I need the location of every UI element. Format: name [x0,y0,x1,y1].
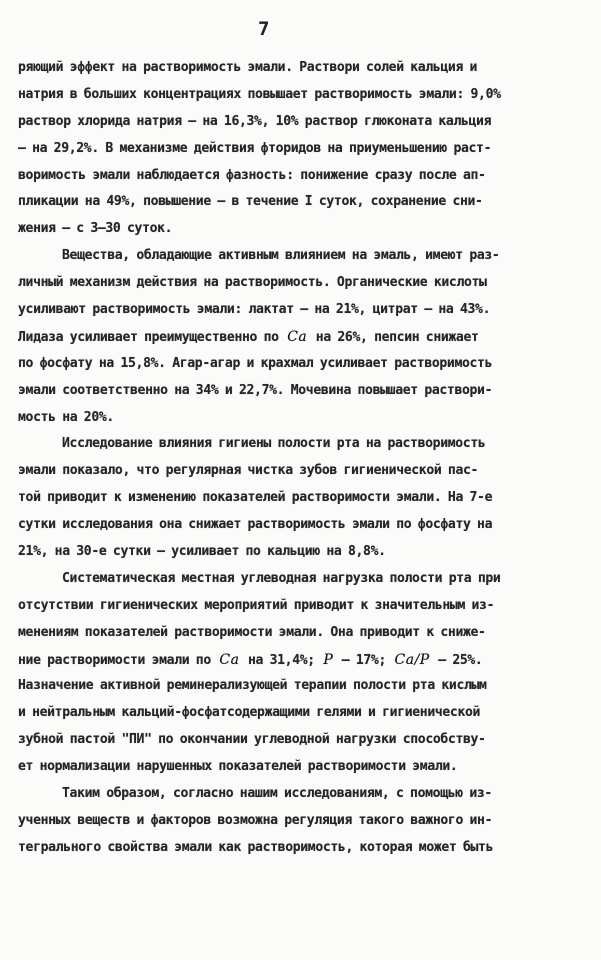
text-line: менениям показателей растворимости эмали. Она приводит к сниже- [18,624,486,640]
text-line: эмали соответственно на 34% и 22,7%. Мочевина повышает раствори- [18,382,493,398]
text-segment: – 17%; [335,652,393,668]
text-line: той приводит к изменению показателей растворимости эмали. На 7-е [18,490,493,506]
body-text [18,55,584,862]
text-line: Систематическая местная углеводная нагрузка полости рта при [62,570,501,586]
handwritten-symbol: Ca [287,328,308,345]
text-segment: Лидаза усиливает преимущественно по [18,329,286,345]
text-segment: на 31,4%; [241,652,322,668]
text-line: 21%, на 30-е сутки – усиливает по кальцию на 8,8%. [18,544,386,560]
text-line: Исследование влияния гигиены полости рта на растворимость [62,436,486,452]
handwritten-symbol: Ca [219,651,240,668]
text-line: личный механизм действия на растворимость. Органические кислоты [18,275,487,291]
text-line: Назначение активной реминерализующей терапии полости рта кислым [18,678,487,694]
text-line: воримость эмали наблюдается фазность: понижение сразу после ап- [18,167,486,183]
text-line: эмали показало, что регулярная чистка зубов гигиенической пас- [18,463,479,479]
page-number: 7 [258,18,270,40]
text-line: отсутствии гигиенических мероприятий приводит к значительным из- [18,597,495,613]
text-line [18,647,584,674]
text-line: натрия в больших концентрациях повышает растворимость эмали: 9,0% [18,86,501,102]
text-segment: – 25%. [431,652,483,668]
text-line: раствор хлорида натрия – на 16,3%, 10% раствор глюконата кальция [18,113,492,129]
text-line: зубной пастой "ПИ" по окончании углеводной нагрузки способству- [18,732,486,748]
text-segment: ние растворимости эмали по [18,652,218,668]
text-line: ученных веществ и факторов возможна регуляция такого важного ин- [18,812,493,828]
text-line [18,324,584,351]
text-line: – на 29,2%. В механизме действия фторидов на приуменьшению раст- [18,140,492,156]
handwritten-symbol: P [323,651,334,668]
text-line: пликации на 49%, повышение – в течение I суток, сохранение сни- [18,194,483,210]
text-line: сутки исследования она снижает растворимость эмали по фосфату на [18,517,493,533]
text-line: по фосфату на 15,8%. Агар-агар и крахмал усиливает растворимость [18,355,493,371]
text-line: ряющий эффект на растворимость эмали. Раствори солей кальция и [18,60,478,75]
text-line: ет нормализации нарушенных показателей растворимости эмали. [18,759,458,775]
text-line: мость на 20%. [18,409,114,425]
text-line: Вещества, обладающие активным влиянием на эмаль, имеют раз- [62,248,500,264]
text-line: Таким образом, согласно нашим исследованиям, с помощью из- [62,786,492,802]
text-line: тегрального свойства эмали как растворимость, которая может быть [18,839,494,855]
text-line: и нейтральным кальций-фосфатсодержащими гелями и гигиенической [18,705,481,721]
text-line: усиливают растворимость эмали: лактат – на 21%, цитрат – на 43%. [18,302,491,318]
handwritten-symbol: Ca/P [394,651,430,668]
text-line: жения – с 3–30 суток. [18,221,173,237]
text-segment: на 26%, пепсин снижает [309,329,479,345]
